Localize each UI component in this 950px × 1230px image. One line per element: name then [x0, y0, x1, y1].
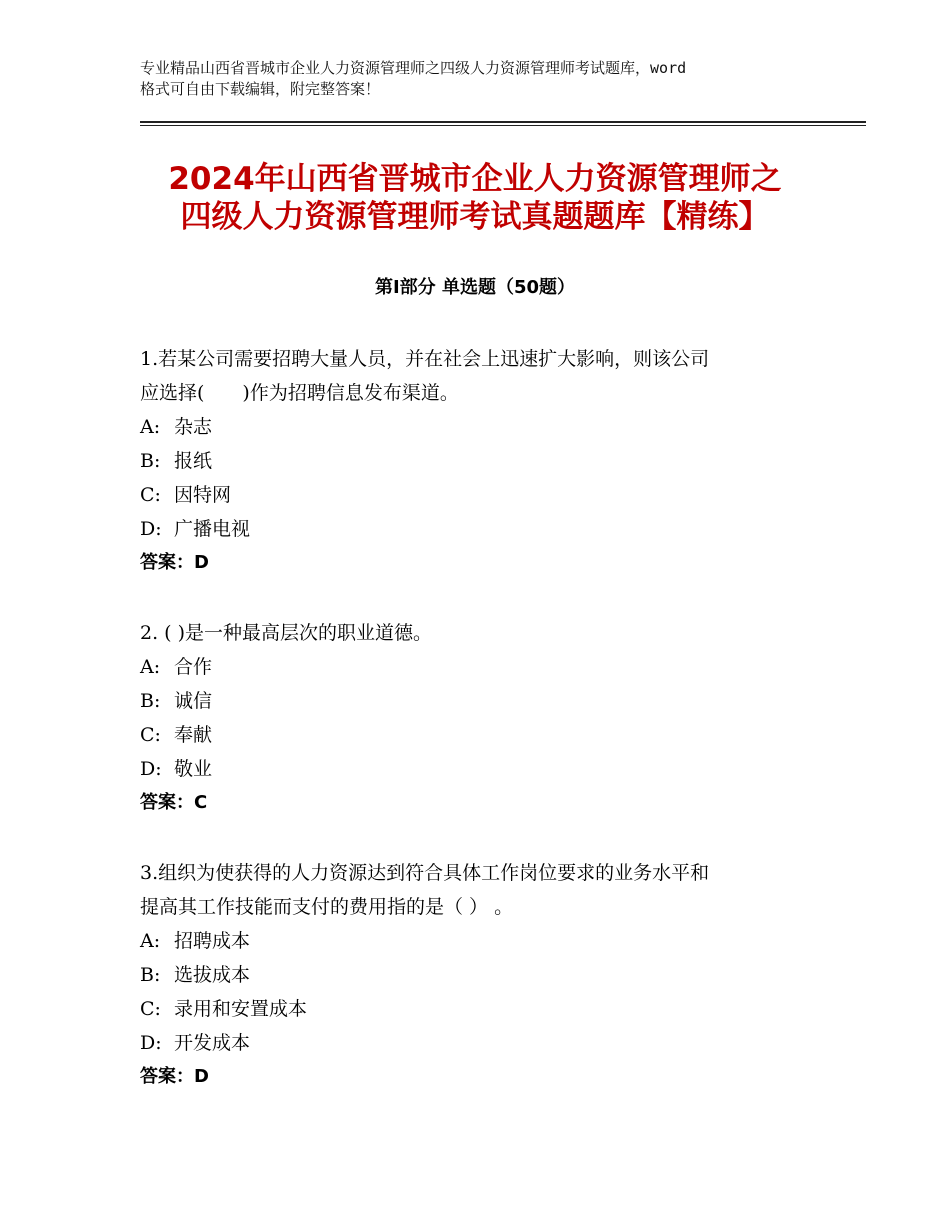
option-text: 诚信 — [174, 690, 213, 712]
option-letter: B: — [140, 690, 161, 712]
question-list — [140, 342, 800, 1130]
header-divider-thick — [140, 121, 866, 123]
section-title: 第Ⅰ部分 单选题（50题） — [374, 277, 575, 298]
option-text: 奉献 — [174, 724, 213, 746]
option-b — [140, 958, 800, 992]
option-letter: D: — [140, 758, 162, 780]
header-note-line-2: 格式可自由下载编辑，附完整答案！ — [140, 80, 381, 98]
option-text: 敬业 — [174, 758, 213, 780]
document-title — [100, 160, 850, 236]
header-note — [140, 58, 820, 100]
option-text: 开发成本 — [174, 1032, 251, 1054]
header-note-line-1: 专业精品山西省晋城市企业人力资源管理师之四级人力资源管理师考试题库，word — [140, 59, 687, 77]
option-letter: D: — [140, 518, 162, 540]
question-stem: 1.若某公司需要招聘大量人员，并在社会上迅速扩大影响，则该公司 — [140, 348, 710, 370]
question-3 — [140, 856, 800, 1094]
option-letter: B: — [140, 450, 161, 472]
option-b — [140, 444, 800, 478]
option-b — [140, 684, 800, 718]
option-text: 合作 — [174, 656, 213, 678]
answer-label: 答案：D — [140, 1066, 209, 1087]
question-stem-continued: 提高其工作技能而支付的费用指的是（ ） 。 — [140, 896, 514, 918]
option-letter: B: — [140, 964, 161, 986]
option-letter: C: — [140, 724, 161, 746]
option-a — [140, 650, 800, 684]
option-text: 杂志 — [174, 416, 213, 438]
option-d — [140, 1026, 800, 1060]
answer-label: 答案：C — [140, 792, 208, 813]
option-c — [140, 718, 800, 752]
answer-label: 答案：D — [140, 552, 209, 573]
question-stem-continued: 应选择( )作为招聘信息发布渠道。 — [140, 382, 459, 404]
option-text: 招聘成本 — [174, 930, 251, 952]
option-a — [140, 924, 800, 958]
document-title-line-1: 2024年山西省晋城市企业人力资源管理师之 — [168, 161, 782, 197]
option-text: 选拔成本 — [174, 964, 251, 986]
option-c — [140, 992, 800, 1026]
option-letter: C: — [140, 484, 161, 506]
option-text: 因特网 — [174, 484, 232, 506]
option-d — [140, 752, 800, 786]
option-text: 广播电视 — [174, 518, 251, 540]
question-1 — [140, 342, 800, 580]
option-d — [140, 512, 800, 546]
option-letter: A: — [140, 930, 161, 952]
document-title-line-2: 四级人力资源管理师考试真题题库【精练】 — [180, 199, 770, 235]
question-stem: 2. ( )是一种最高层次的职业道德。 — [140, 622, 433, 644]
question-2 — [140, 616, 800, 820]
option-letter: D: — [140, 1032, 162, 1054]
option-letter: A: — [140, 416, 161, 438]
option-letter: A: — [140, 656, 161, 678]
question-stem: 3.组织为使获得的人力资源达到符合具体工作岗位要求的业务水平和 — [140, 862, 710, 884]
option-a — [140, 410, 800, 444]
option-text: 录用和安置成本 — [174, 998, 308, 1020]
header-divider-thin — [140, 125, 866, 126]
option-text: 报纸 — [174, 450, 213, 472]
option-c — [140, 478, 800, 512]
option-letter: C: — [140, 998, 161, 1020]
